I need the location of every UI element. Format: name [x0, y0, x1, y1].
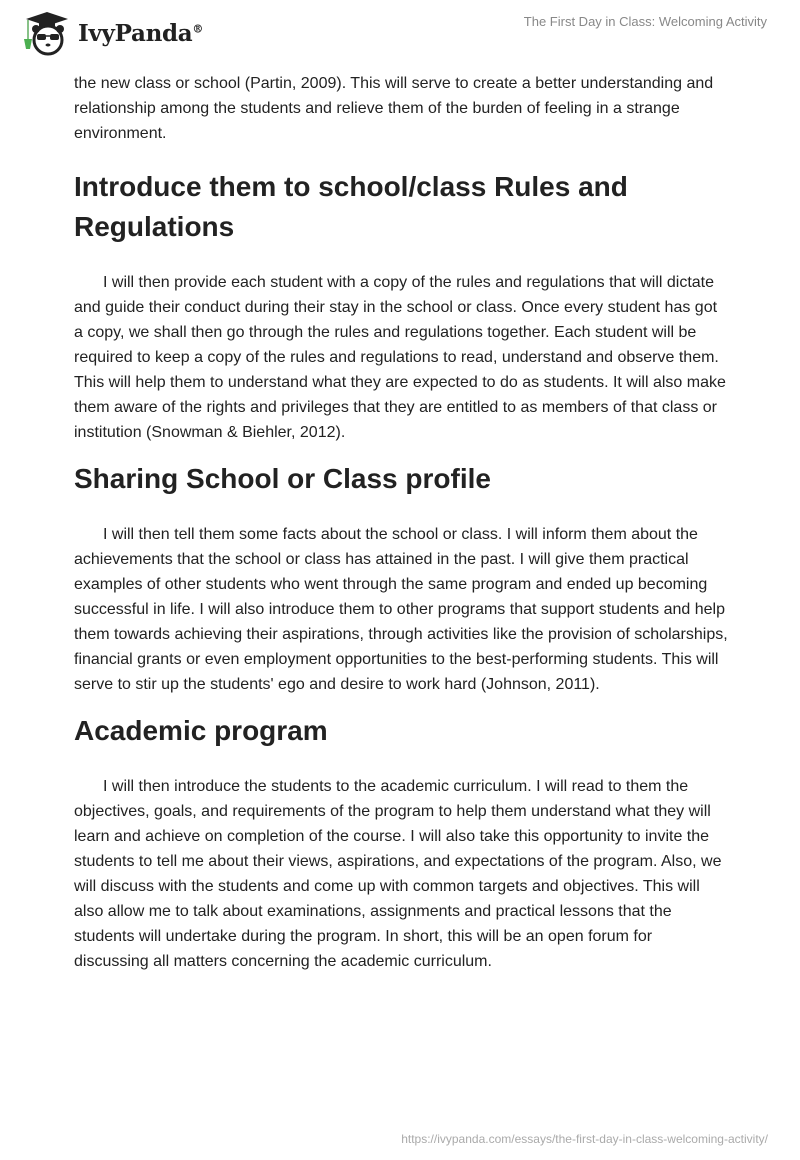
section-heading-profile: Sharing School or Class profile: [74, 463, 491, 494]
section-paragraph-rules: I will then provide each student with a copy of the rules and regulations that will dictate and guide their conduct during their stay in the school or class. Once every student has got a copy, we shall then go through the rules and regulations together. Each student will be required to keep a copy of the rules and regulations to read, understand and observe them. This will help them to understand what they are expected to do as students. It will also make them aware of the rights and privileges that they are entitled to as members of that class or institution (Snowman & Biehler, 2012).: [74, 274, 726, 441]
panda-graduate-icon: [18, 9, 76, 57]
page-header: [0, 0, 800, 60]
document-title: The First Day in Class: Welcoming Activity: [523, 14, 767, 29]
intro-paragraph: the new class or school (Partin, 2009). This will serve to create a better understanding and relationship among the students and relieve them of the burden of feeling in a strange environment.: [74, 75, 714, 142]
section-paragraph-academic: I will then introduce the students to the academic curriculum. I will read to them the objectives, goals, and requirements of the program to help them understand what they will learn and achieve on completion of the course. I will also take this opportunity to invite the students to tell me about their views, aspirations, and expectations of the program. Also, we will discuss with the students and come up with common targets and objectives. This will also allow me to talk about examinations, assignments and practical lessons that the students will undertake during the program. In short, this will be an open forum for discussing all matters concerning the academic curriculum.: [74, 778, 722, 970]
section-heading-academic: Academic program: [74, 715, 328, 746]
source-url[interactable]: https://ivypanda.com/essays/the-first-day-in-class-welcoming-activity/: [401, 1132, 768, 1146]
logo-wordmark: IvyPanda®: [78, 19, 204, 47]
section-paragraph-profile: I will then tell them some facts about the school or class. I will inform them about the achievements that the school or class has attained in the past. I will give them practical examples of other students who went through the same program and ended up becoming successful in life. I will also introduce them to other programs that support students and help them towards achieving their aspirations, through activities like the provision of scholarships, financial grants or even employment opportunities to the best-performing students. This will serve to stir up the students' ego and desire to work hard (Johnson, 2011).: [74, 526, 728, 693]
ivypanda-logo[interactable]: [18, 9, 203, 57]
section-heading-rules: Introduce them to school/class Rules and Regulations: [74, 171, 628, 242]
essay-content: [74, 71, 730, 974]
